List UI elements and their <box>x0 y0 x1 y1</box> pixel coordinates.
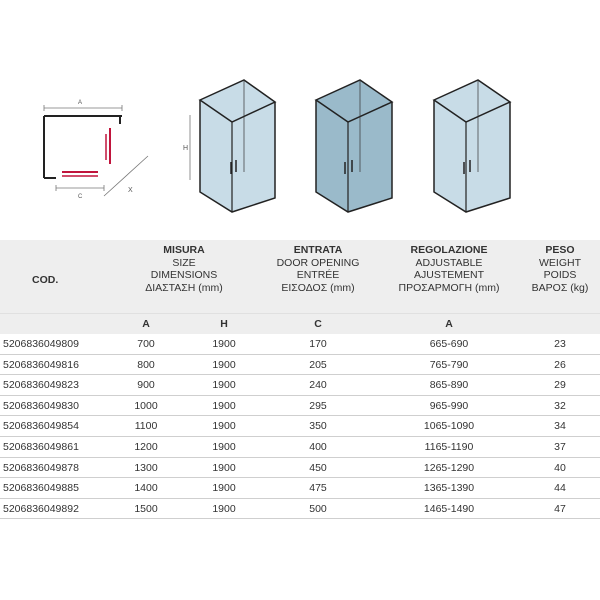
cell-code: 5206836049878 <box>3 461 79 474</box>
cell-c: 205 <box>309 358 327 371</box>
shower-enclosure-side-view <box>316 80 392 212</box>
dim-label-c: C <box>78 194 83 200</box>
header-peso: PESO WEIGHT POIDS ΒΑΡΟΣ (kg) <box>531 244 589 294</box>
cell-adjust: 1065-1090 <box>423 420 475 433</box>
subheader-a: A <box>142 318 150 330</box>
cell-c: 350 <box>309 420 327 433</box>
cell-a: 1300 <box>134 461 158 474</box>
product-illustrations <box>0 0 600 240</box>
header-misura: MISURA SIZE DIMENSIONS ΔΙΑΣΤΑΣΗ (mm) <box>145 244 223 294</box>
table-subheader <box>0 313 600 334</box>
cell-code: 5206836049823 <box>3 379 79 392</box>
cell-a: 900 <box>137 379 155 392</box>
cell-h: 1900 <box>212 379 236 392</box>
table-row <box>0 437 600 458</box>
table-row <box>0 416 600 437</box>
cell-weight: 37 <box>554 440 566 453</box>
header-cod: COD. <box>32 274 59 286</box>
cell-a: 1000 <box>134 399 158 412</box>
subheader-c: C <box>314 318 322 330</box>
cell-code: 5206836049854 <box>3 420 79 433</box>
cell-h: 1900 <box>212 338 236 350</box>
spec-table <box>0 240 600 519</box>
subheader-adjust-a: A <box>445 318 453 330</box>
cell-adjust: 1365-1390 <box>423 482 475 495</box>
shower-enclosure-alt-view <box>434 80 510 212</box>
shower-enclosure-front-view <box>183 80 275 212</box>
cell-weight: 26 <box>554 358 566 371</box>
cell-h: 1900 <box>212 502 236 515</box>
table-row <box>0 478 600 499</box>
cell-c: 240 <box>309 379 327 392</box>
table-header <box>0 240 600 313</box>
table-row <box>0 334 600 355</box>
cell-h: 1900 <box>212 358 236 371</box>
cell-a: 1100 <box>134 420 158 433</box>
cell-code: 5206836049892 <box>3 502 79 515</box>
cell-adjust: 865-890 <box>429 379 469 392</box>
cell-weight: 44 <box>554 482 566 495</box>
cell-weight: 47 <box>554 502 566 515</box>
dim-label-x: X <box>128 187 133 194</box>
header-regolazione: REGOLAZIONE ADJUSTABLE AJUSTEMENT ΠΡΟΣΑΡΜΟΓΗ (mm) <box>398 244 500 294</box>
table-row <box>0 396 600 417</box>
cell-code: 5206836049809 <box>3 338 79 350</box>
cell-weight: 32 <box>554 399 566 412</box>
cell-a: 1200 <box>134 440 158 453</box>
dim-label-a: A <box>78 100 83 106</box>
table-row <box>0 499 600 520</box>
table-row <box>0 375 600 396</box>
plan-view-diagram <box>44 100 148 200</box>
cell-c: 400 <box>309 440 327 453</box>
cell-h: 1900 <box>212 440 236 453</box>
cell-code: 5206836049816 <box>3 358 79 371</box>
cell-adjust: 965-990 <box>429 399 469 412</box>
table-row <box>0 458 600 479</box>
cell-weight: 29 <box>554 379 566 392</box>
subheader-h: H <box>220 318 228 330</box>
cell-h: 1900 <box>212 482 236 495</box>
cell-c: 475 <box>309 482 327 495</box>
cell-weight: 40 <box>554 461 566 474</box>
cell-code: 5206836049885 <box>3 482 79 495</box>
cell-h: 1900 <box>212 461 236 474</box>
cell-a: 1400 <box>134 482 158 495</box>
cell-c: 295 <box>309 399 327 412</box>
dim-label-h: H <box>183 145 189 152</box>
cell-c: 450 <box>309 461 327 474</box>
cell-c: 500 <box>309 502 327 515</box>
header-entrata: ENTRATA DOOR OPENING ENTRÉE ΕΙΣΟΔΟΣ (mm) <box>276 244 360 294</box>
cell-code: 5206836049830 <box>3 399 79 412</box>
table-row <box>0 355 600 376</box>
cell-weight: 34 <box>554 420 566 433</box>
cell-weight: 23 <box>554 338 566 350</box>
cell-adjust: 765-790 <box>429 358 469 371</box>
cell-h: 1900 <box>212 399 236 412</box>
cell-a: 1500 <box>134 502 158 515</box>
table-body <box>0 334 600 519</box>
cell-h: 1900 <box>212 420 236 433</box>
cell-adjust: 1165-1190 <box>424 440 474 453</box>
cell-code: 5206836049861 <box>3 440 79 453</box>
cell-adjust: 665-690 <box>429 338 469 350</box>
cell-a: 700 <box>137 338 155 350</box>
cell-adjust: 1265-1290 <box>423 461 475 474</box>
cell-c: 170 <box>309 338 327 350</box>
cell-a: 800 <box>137 358 155 371</box>
cell-adjust: 1465-1490 <box>423 502 475 515</box>
